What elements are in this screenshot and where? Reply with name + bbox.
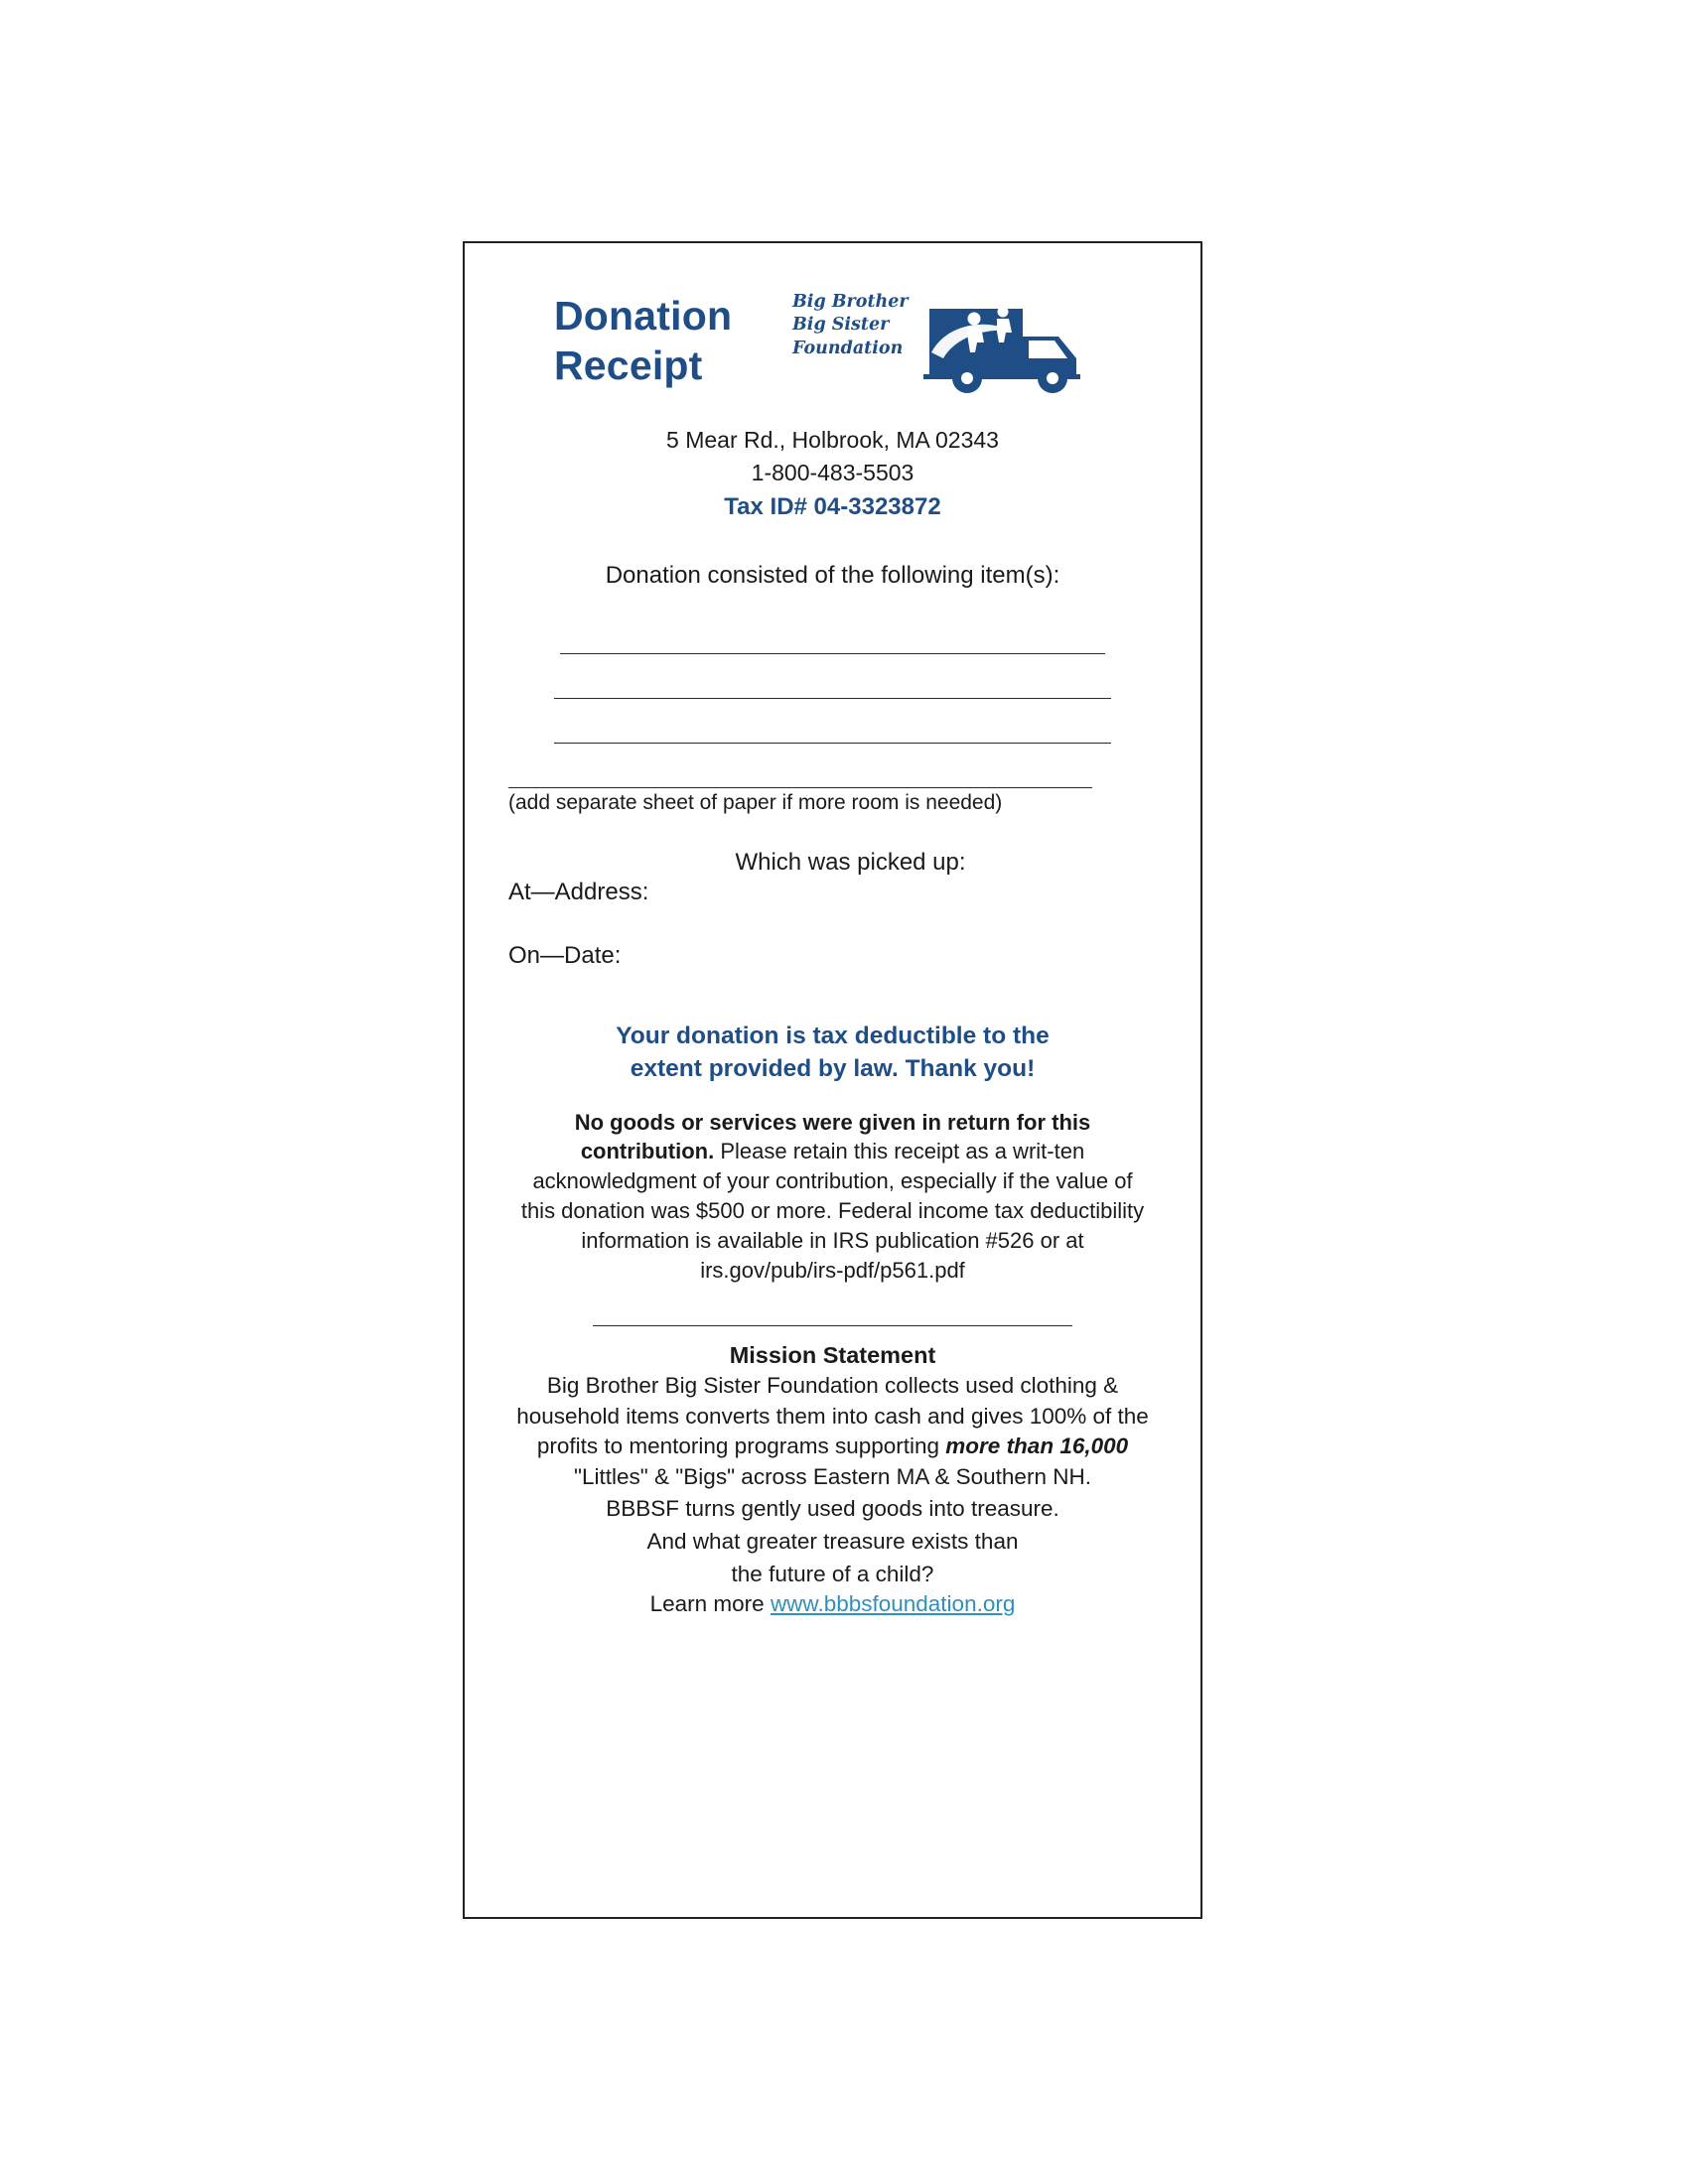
items-note: (add separate sheet of paper if more room is needed) (508, 791, 1003, 815)
mission-emphasis: more than 16,000 (945, 1433, 1129, 1459)
irs-disclaimer (508, 1108, 1157, 1286)
logo-word-line-1: Big Brother (792, 292, 909, 312)
section-divider (593, 1325, 1072, 1326)
donation-receipt-card (463, 241, 1202, 1919)
mission-statement-title: Mission Statement (729, 1341, 936, 1368)
learn-more-label: Learn more (649, 1591, 771, 1617)
items-label: Donation consisted of the following item(s): (605, 562, 1060, 590)
organization-address-block (508, 424, 1157, 524)
learn-more-row (508, 1591, 1157, 1617)
items-fill-in-area (508, 610, 1157, 815)
logo-wordmark (792, 291, 919, 360)
deductible-line-1: Your donation is tax deductible to the (616, 1023, 1050, 1050)
bbbsf-truck-logo (792, 279, 1090, 398)
receipt-content (465, 243, 1200, 1917)
mission-part-1: Big Brother Big Sister Foundation collects used clothing & household items converts them into cash and gives 100% of the profits to mentoring programs supporting (516, 1372, 1149, 1459)
address-street: 5 Mear Rd., Holbrook, MA 02343 (666, 427, 999, 453)
pickup-date-label[interactable]: On—Date: (508, 942, 622, 970)
title-line-2: Receipt (554, 342, 703, 389)
item-line-2[interactable] (554, 654, 1112, 699)
pickup-title: Which was picked up: (735, 849, 966, 877)
tax-deductible-statement (508, 1020, 1157, 1085)
page-title (554, 279, 782, 390)
title-line-1: Donation (554, 293, 733, 339)
receipt-header (554, 279, 1157, 398)
item-line-3[interactable] (554, 699, 1112, 744)
logo-word-line-2: Big Sister (792, 315, 890, 336)
tax-id: Tax ID# 04-3323872 (724, 493, 941, 521)
deductible-line-2: extent provided by law. Thank you! (630, 1055, 1036, 1083)
item-line-4[interactable] (508, 744, 1092, 788)
logo-word-line-3: Foundation (792, 338, 904, 358)
mission-statement-body (508, 1371, 1157, 1492)
mission-part-2: "Littles" & "Bigs" across Eastern MA & Southern NH. (574, 1463, 1091, 1489)
item-line-1[interactable] (560, 610, 1105, 654)
website-link[interactable]: www.bbbsfoundation.org (770, 1591, 1016, 1617)
disclaimer-rest: Please retain this receipt as a writ-ten acknowledgment of your contribution, especially if the value of this donation was $500 or more. Federal income tax deductibility information is available in IRS publication #526 or at irs.gov/pub/irs-pdf/p561.pdf (520, 1139, 1145, 1284)
mission-part-4: And what greater treasure exists than (646, 1528, 1019, 1554)
mission-part-3: BBBSF turns gently used goods into treasure. (606, 1496, 1059, 1522)
pickup-section (508, 849, 1157, 970)
mission-part-5: the future of a child? (731, 1561, 934, 1586)
address-phone: 1-800-483-5503 (751, 459, 914, 485)
disclaimer-bold: No goods or services were given in return for this contribution. (574, 1109, 1091, 1164)
pickup-address-label[interactable]: At—Address: (508, 879, 649, 906)
